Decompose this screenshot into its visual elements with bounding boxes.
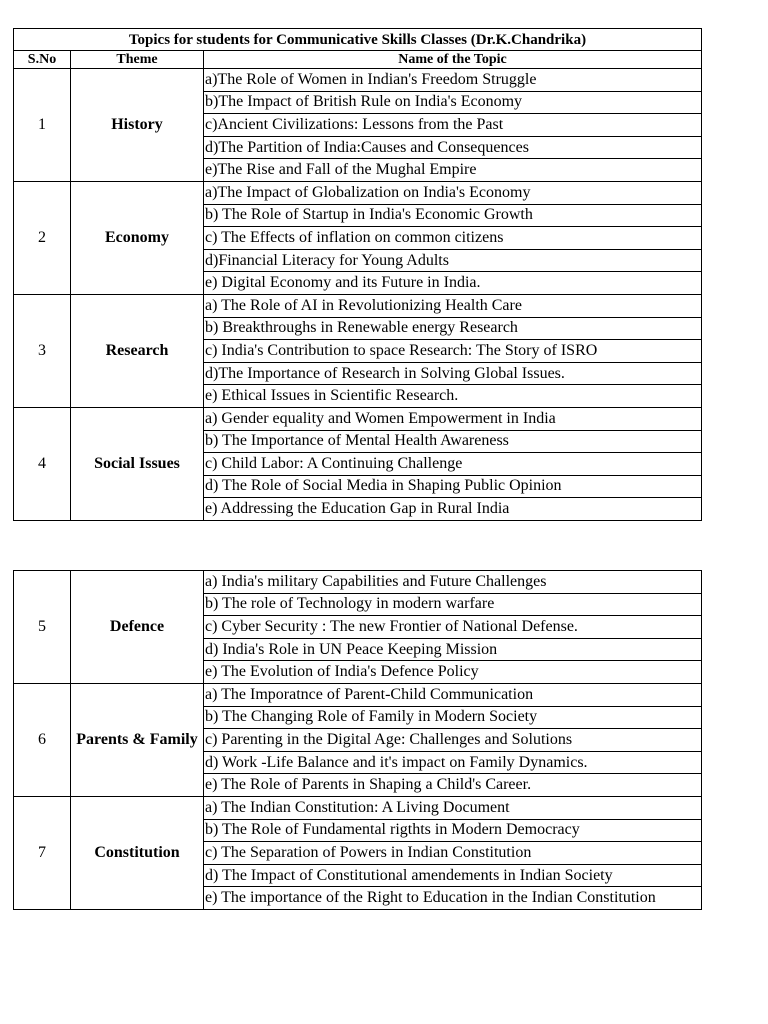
serial-number: 7 [14, 796, 71, 909]
topic-cell: b) The Changing Role of Family in Modern Society [204, 706, 702, 729]
topic-cell: b) The Role of Startup in India's Economic Growth [204, 204, 702, 227]
topic-cell: a) The Imporatnce of Parent-Child Communication [204, 683, 702, 706]
theme-cell: Social Issues [71, 407, 204, 520]
topics-table-part2 [13, 570, 702, 910]
header-sno: S.No [14, 51, 71, 69]
topic-cell: d)Financial Literacy for Young Adults [204, 249, 702, 272]
topic-cell: d) The Impact of Constitutional amendements in Indian Society [204, 864, 702, 887]
topic-cell: a) Gender equality and Women Empowerment in India [204, 407, 702, 430]
topic-cell: c) The Separation of Powers in Indian Constitution [204, 842, 702, 865]
topic-cell: b) The role of Technology in modern warfare [204, 593, 702, 616]
topic-cell: d)The Partition of India:Causes and Consequences [204, 136, 702, 159]
header-topic: Name of the Topic [204, 51, 702, 69]
topic-cell: b) The Importance of Mental Health Awareness [204, 430, 702, 453]
topic-cell: d) The Role of Social Media in Shaping Public Opinion [204, 475, 702, 498]
topic-cell: e) The importance of the Right to Education in the Indian Constitution [204, 887, 702, 910]
topic-cell: c) The Effects of inflation on common citizens [204, 227, 702, 250]
topic-cell: b)The Impact of British Rule on India's Economy [204, 91, 702, 114]
serial-number: 1 [14, 69, 71, 182]
table-body-part2 [14, 571, 702, 910]
topic-cell: e) Ethical Issues in Scientific Research. [204, 385, 702, 408]
table-row [14, 69, 702, 92]
topic-cell: d) Work -Life Balance and it's impact on Family Dynamics. [204, 751, 702, 774]
table-row [14, 407, 702, 430]
theme-cell: Economy [71, 181, 204, 294]
table-title: Topics for students for Communicative Skills Classes (Dr.K.Chandrika) [14, 29, 702, 51]
topic-cell: e)The Rise and Fall of the Mughal Empire [204, 159, 702, 182]
topic-cell: c) Parenting in the Digital Age: Challenges and Solutions [204, 729, 702, 752]
theme-cell: Constitution [71, 796, 204, 909]
header-row [14, 51, 702, 69]
topic-cell: a) India's military Capabilities and Future Challenges [204, 571, 702, 594]
topic-cell: e) Digital Economy and its Future in India. [204, 272, 702, 295]
table-row [14, 796, 702, 819]
theme-cell: Parents & Family [71, 683, 204, 796]
topic-cell: a)The Role of Women in Indian's Freedom Struggle [204, 69, 702, 92]
serial-number: 2 [14, 181, 71, 294]
serial-number: 6 [14, 683, 71, 796]
serial-number: 5 [14, 571, 71, 684]
topic-cell: e) The Role of Parents in Shaping a Child's Career. [204, 774, 702, 797]
table-row [14, 181, 702, 204]
serial-number: 3 [14, 294, 71, 407]
topic-cell: c) Child Labor: A Continuing Challenge [204, 453, 702, 476]
theme-cell: History [71, 69, 204, 182]
topic-cell: c) India's Contribution to space Research: The Story of ISRO [204, 340, 702, 363]
topic-cell: e) Addressing the Education Gap in Rural India [204, 498, 702, 521]
topic-cell: a) The Indian Constitution: A Living Document [204, 796, 702, 819]
topic-cell: c) Cyber Security : The new Frontier of National Defense. [204, 616, 702, 639]
table-row [14, 571, 702, 594]
table-row [14, 294, 702, 317]
table-row [14, 683, 702, 706]
topic-cell: c)Ancient Civilizations: Lessons from the Past [204, 114, 702, 137]
topic-cell: d)The Importance of Research in Solving Global Issues. [204, 362, 702, 385]
topic-cell: d) India's Role in UN Peace Keeping Mission [204, 638, 702, 661]
topic-cell: b) The Role of Fundamental rigthts in Modern Democracy [204, 819, 702, 842]
topic-cell: e) The Evolution of India's Defence Policy [204, 661, 702, 684]
header-theme: Theme [71, 51, 204, 69]
topic-cell: a)The Impact of Globalization on India's Economy [204, 181, 702, 204]
theme-cell: Defence [71, 571, 204, 684]
topic-cell: a) The Role of AI in Revolutionizing Health Care [204, 294, 702, 317]
topics-table-part1 [13, 28, 702, 521]
table-body-part1 [14, 69, 702, 521]
serial-number: 4 [14, 407, 71, 520]
topic-cell: b) Breakthroughs in Renewable energy Research [204, 317, 702, 340]
title-row [14, 29, 702, 51]
theme-cell: Research [71, 294, 204, 407]
